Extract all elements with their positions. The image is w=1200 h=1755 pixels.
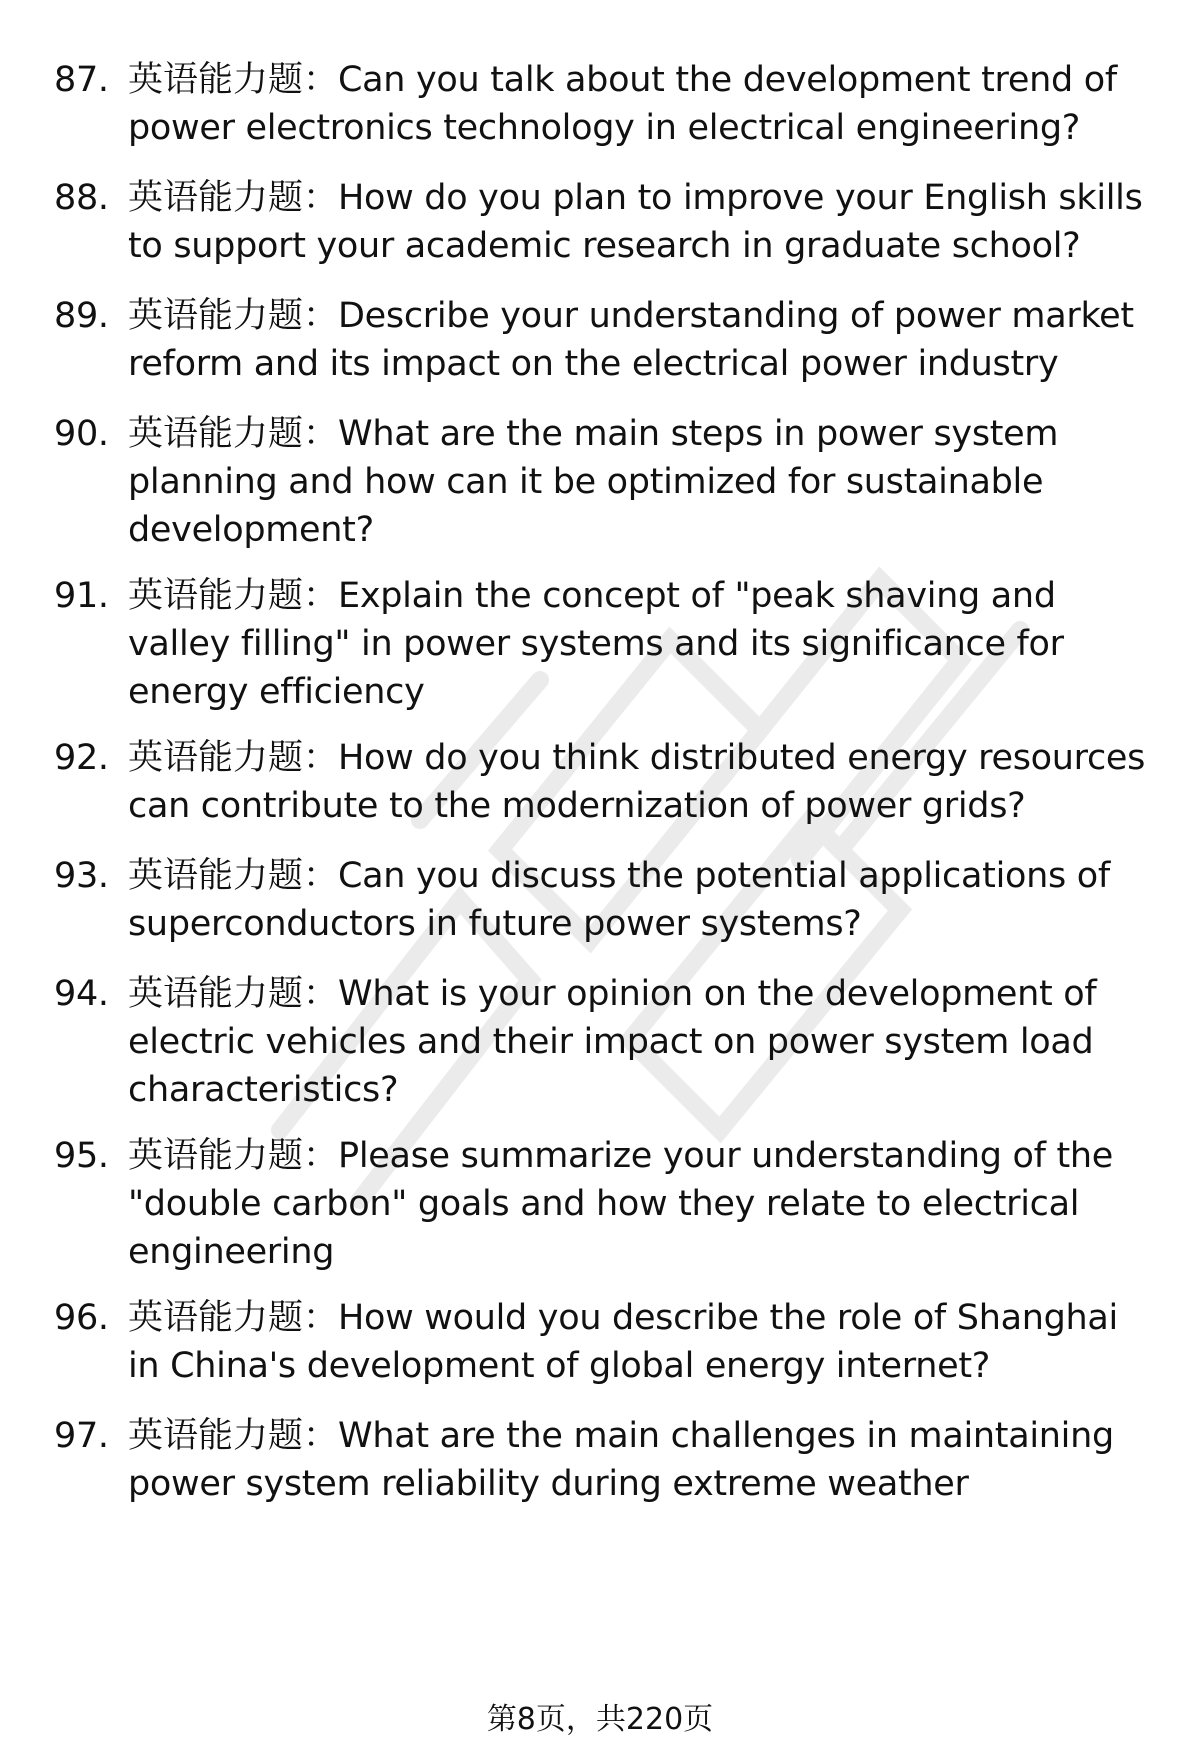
question-category-tag: 英语能力题： xyxy=(128,60,339,100)
question-line xyxy=(128,292,1188,340)
question-number: 93. xyxy=(54,856,109,896)
question-category-tag: 英语能力题： xyxy=(128,1298,339,1338)
question-category-tag: 英语能力题： xyxy=(128,576,339,616)
question-category-tag: 英语能力题： xyxy=(128,296,339,336)
question-line: planning and how can it be optimized for sustainable xyxy=(128,462,1044,502)
question-text xyxy=(128,1132,1188,1276)
question-text xyxy=(128,56,1188,152)
question-number: 97. xyxy=(54,1416,109,1456)
question-line xyxy=(128,1294,1188,1342)
question-text xyxy=(128,970,1188,1114)
question-line-text: How do you plan to improve your English skills xyxy=(338,178,1143,218)
question-category-tag: 英语能力题： xyxy=(128,738,339,778)
question-category-tag: 英语能力题： xyxy=(128,856,339,896)
question-line xyxy=(128,572,1188,620)
question-line xyxy=(128,56,1188,104)
question-line xyxy=(128,174,1188,222)
question-number: 92. xyxy=(54,738,109,778)
question-category-tag: 英语能力题： xyxy=(128,1136,339,1176)
question-number: 95. xyxy=(54,1136,109,1176)
question-line: valley filling" in power systems and its significance for xyxy=(128,624,1064,664)
question-line-text: Please summarize your understanding of the xyxy=(338,1136,1114,1176)
question-line xyxy=(128,970,1188,1018)
question-line-text: Explain the concept of "peak shaving and xyxy=(338,576,1056,616)
question-line: "double carbon" goals and how they relate to electrical xyxy=(128,1184,1080,1224)
question-text xyxy=(128,572,1188,716)
question-line-text: How would you describe the role of Shanghai xyxy=(338,1298,1118,1338)
question-text xyxy=(128,1294,1188,1390)
question-line-text: Can you discuss the potential applications of xyxy=(338,856,1110,896)
question-number: 88. xyxy=(54,178,109,218)
question-number: 91. xyxy=(54,576,109,616)
question-line: can contribute to the modernization of power grids? xyxy=(128,786,1026,826)
question-line xyxy=(128,1132,1188,1180)
question-line: development? xyxy=(128,510,374,550)
question-line xyxy=(128,852,1188,900)
question-line-text: Describe your understanding of power market xyxy=(338,296,1134,336)
question-number: 90. xyxy=(54,414,109,454)
question-line: characteristics? xyxy=(128,1070,399,1110)
question-line: energy efficiency xyxy=(128,672,425,712)
question-line: power system reliability during extreme weather xyxy=(128,1464,969,1504)
question-line xyxy=(128,1412,1188,1460)
question-line xyxy=(128,410,1188,458)
question-line: to support your academic research in graduate school? xyxy=(128,226,1081,266)
question-text xyxy=(128,410,1188,554)
question-category-tag: 英语能力题： xyxy=(128,178,339,218)
question-line: electric vehicles and their impact on power system load xyxy=(128,1022,1094,1062)
question-line-text: What is your opinion on the development of xyxy=(338,974,1097,1014)
question-number: 94. xyxy=(54,974,109,1014)
question-line xyxy=(128,734,1188,782)
question-line: power electronics technology in electrical engineering? xyxy=(128,108,1081,148)
question-text xyxy=(128,734,1188,830)
question-line-text: How do you think distributed energy resources xyxy=(338,738,1146,778)
question-line-text: What are the main challenges in maintaining xyxy=(338,1416,1114,1456)
question-line: in China's development of global energy internet? xyxy=(128,1346,991,1386)
question-text xyxy=(128,1412,1188,1508)
question-line: reform and its impact on the electrical power industry xyxy=(128,344,1059,384)
question-category-tag: 英语能力题： xyxy=(128,1416,339,1456)
question-category-tag: 英语能力题： xyxy=(128,974,339,1014)
question-line: superconductors in future power systems? xyxy=(128,904,862,944)
question-text xyxy=(128,852,1188,948)
question-line: engineering xyxy=(128,1232,335,1272)
question-category-tag: 英语能力题： xyxy=(128,414,339,454)
question-text xyxy=(128,292,1188,388)
question-number: 87. xyxy=(54,60,109,100)
page-number-footer: 第8页，共220页 xyxy=(486,1702,714,1737)
question-line-text: Can you talk about the development trend of xyxy=(338,60,1117,100)
question-line-text: What are the main steps in power system xyxy=(338,414,1059,454)
question-number: 89. xyxy=(54,296,109,336)
question-text xyxy=(128,174,1188,270)
question-number: 96. xyxy=(54,1298,109,1338)
